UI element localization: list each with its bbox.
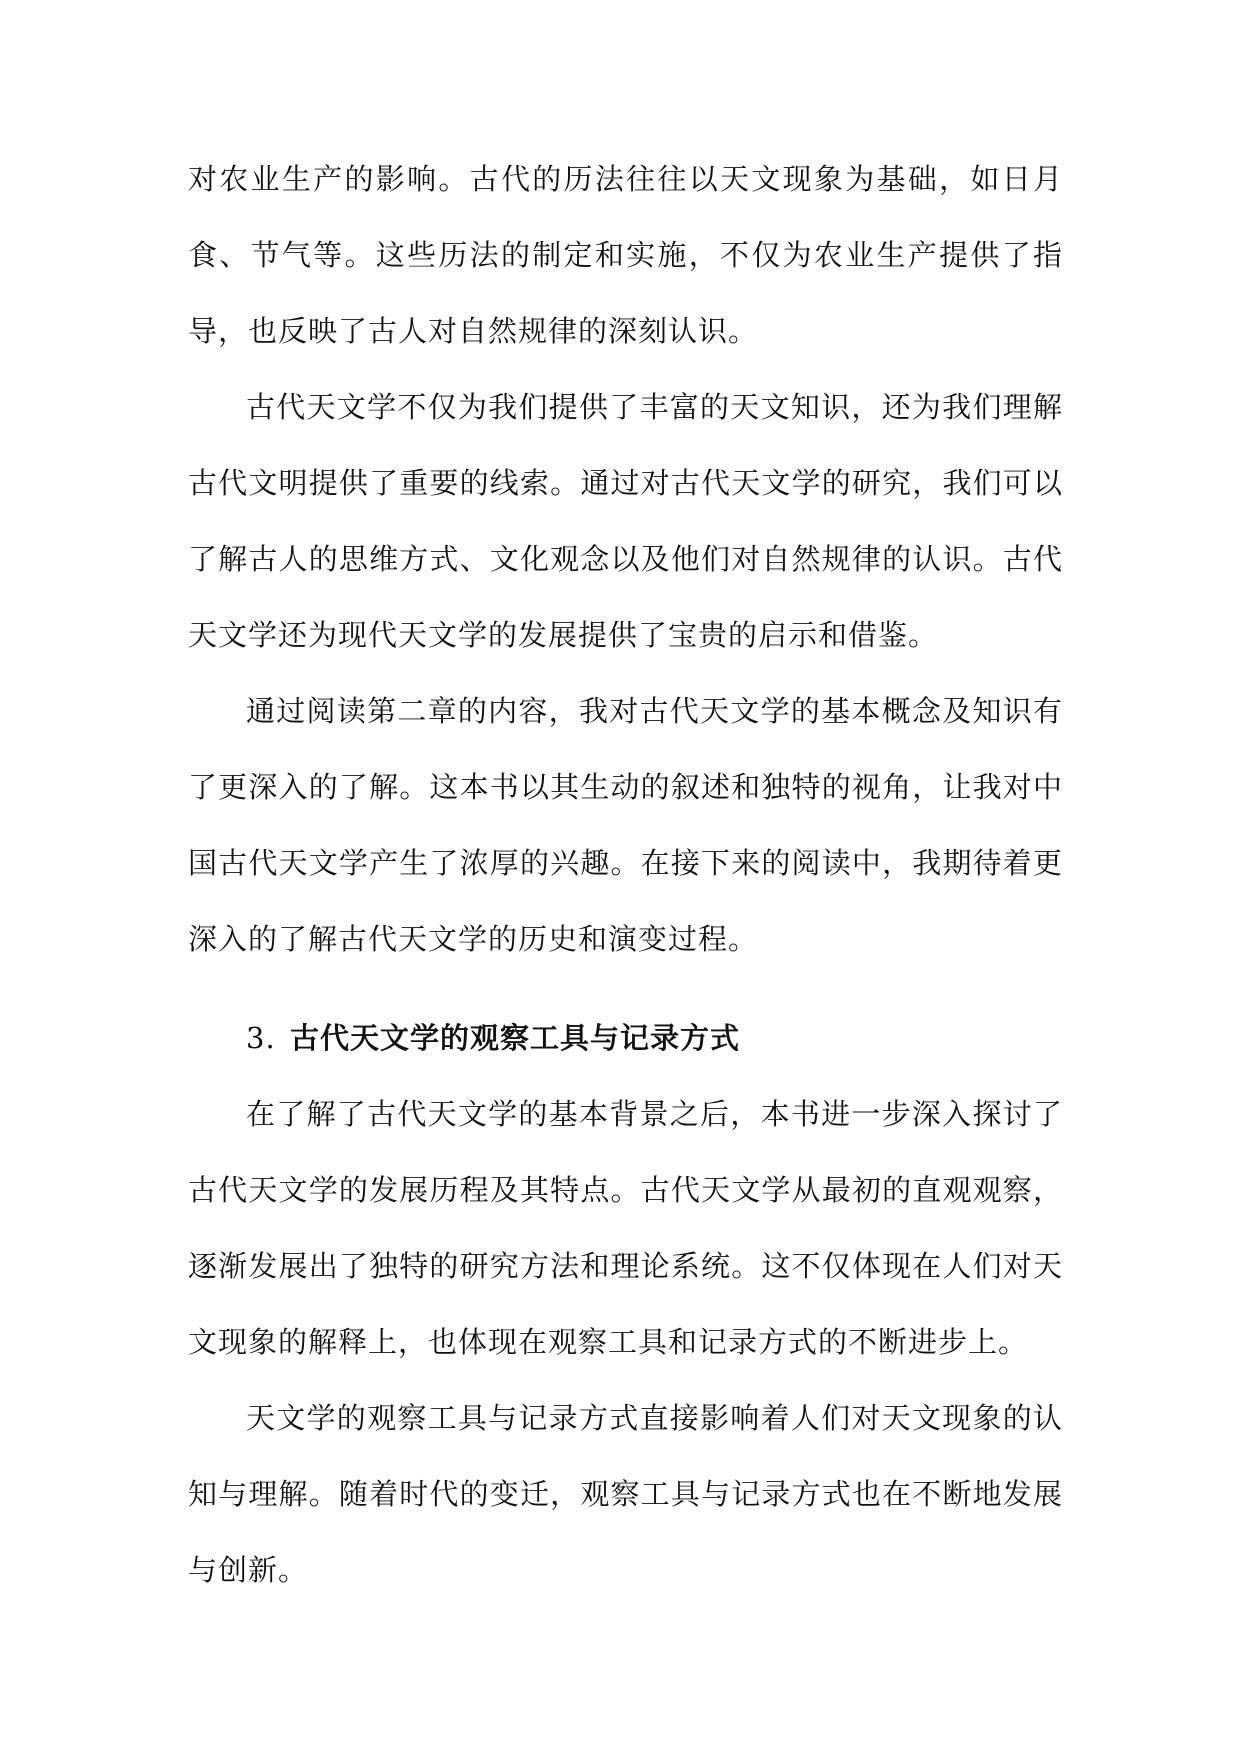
paragraph-ancient-astronomy-value: 古代天文学不仅为我们提供了丰富的天文知识，还为我们理解古代文明提供了重要的线索。通过对古代天文学的研究，我们可以了解古人的思维方式、文化观念以及他们对自然规律的认识。古代天文学还为现代天文学的发展提供了宝贵的启示和借鉴。 — [188, 390, 1063, 652]
paragraph-development-history: 在了解了古代天文学的基本背景之后，本书进一步深入探讨了古代天文学的发展历程及其特点。古代天文学从最初的直观观察，逐渐发展出了独特的研究方法和理论系统。这不仅体现在人们对天文现象的解释上，也体现在观察工具和记录方式的不断进步上。 — [188, 1097, 1063, 1359]
paragraph-observation-tools: 天文学的观察工具与记录方式直接影响着人们对天文现象的认知与理解。随着时代的变迁，观察工具与记录方式也在不断地发展与创新。 — [188, 1401, 1063, 1587]
section-title: 古代天文学的观察工具与记录方式 — [290, 1021, 741, 1055]
document-body — [188, 141, 1063, 1608]
paragraph-chapter-two-reflection: 通过阅读第二章的内容，我对古代天文学的基本概念及知识有了更深入的了解。这本书以其生动的叙述和独特的视角，让我对中国古代天文学产生了浓厚的兴趣。在接下来的阅读中，我期待着更深入的了解古代天文学的历史和演变过程。 — [188, 694, 1063, 956]
section-number: 3. — [246, 1021, 276, 1055]
section-heading — [188, 1000, 1063, 1076]
paragraph-agriculture-calendar: 对农业生产的影响。古代的历法往往以天文现象为基础，如日月食、节气等。这些历法的制定和实施，不仅为农业生产提供了指导，也反映了古人对自然规律的深刻认识。 — [188, 162, 1063, 348]
